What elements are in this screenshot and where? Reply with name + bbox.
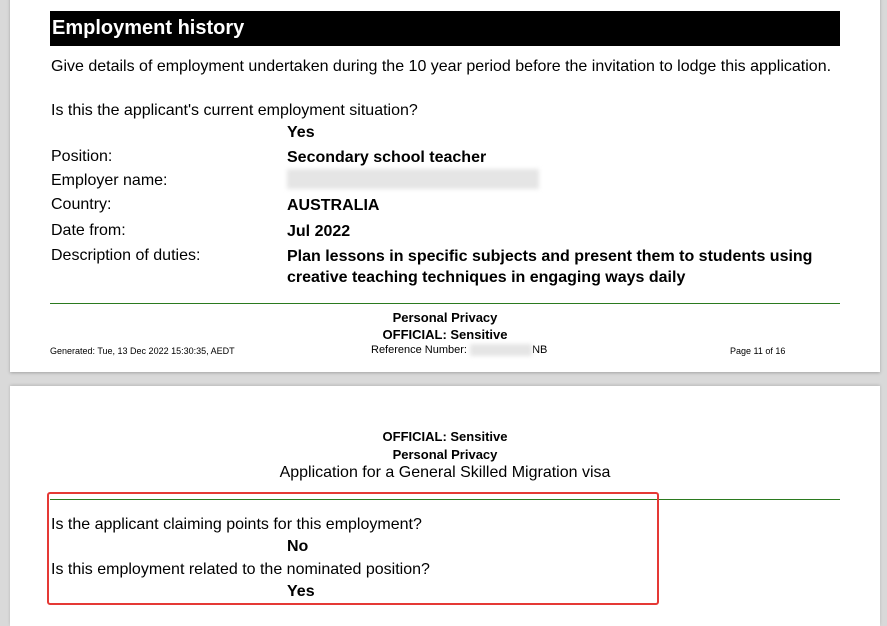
current-employment-answer: Yes (287, 124, 315, 141)
highlight-box (47, 492, 659, 605)
reference-label: Reference Number: (371, 344, 467, 356)
reference-number (371, 344, 547, 356)
related-position-question: Is this employment related to the nominated position? (51, 561, 430, 578)
claiming-points-answer: No (287, 538, 309, 555)
reference-redaction (470, 344, 532, 356)
date-from-label: Date from: (51, 222, 126, 239)
intro-text: Give details of employment undertaken during the 10 year period before the invitation to lodge this application. (51, 58, 832, 75)
duties-label: Description of duties: (51, 247, 201, 264)
position-value: Secondary school teacher (287, 149, 487, 166)
document-page-12 (10, 386, 880, 626)
footer-rule (50, 303, 840, 304)
employer-name-label: Employer name: (51, 172, 168, 189)
header-privacy: Personal Privacy (392, 447, 498, 462)
country-label: Country: (51, 196, 112, 213)
employer-name-redaction (287, 169, 539, 189)
footer-privacy: Personal Privacy (392, 310, 498, 325)
page-number: Page 11 of 16 (730, 346, 786, 356)
application-title: Application for a General Skilled Migration visa (279, 464, 611, 481)
country-value: AUSTRALIA (287, 197, 380, 214)
current-employment-question: Is this the applicant's current employment situation? (51, 102, 418, 119)
duties-value: Plan lessons in specific subjects and present them to students using creative teaching techniques in engaging ways daily (287, 248, 813, 286)
related-position-answer: Yes (287, 583, 315, 600)
footer-classification: OFFICIAL: Sensitive (382, 327, 508, 342)
generated-timestamp: Generated: Tue, 13 Dec 2022 15:30:35, AEDT (50, 346, 235, 356)
position-label: Position: (51, 148, 113, 165)
header-classification: OFFICIAL: Sensitive (382, 429, 508, 444)
reference-suffix: NB (532, 344, 548, 356)
section-title: Employment history (50, 11, 840, 46)
date-from-value: Jul 2022 (287, 223, 351, 240)
claiming-points-question: Is the applicant claiming points for this employment? (51, 516, 422, 533)
document-page-11 (10, 0, 880, 372)
